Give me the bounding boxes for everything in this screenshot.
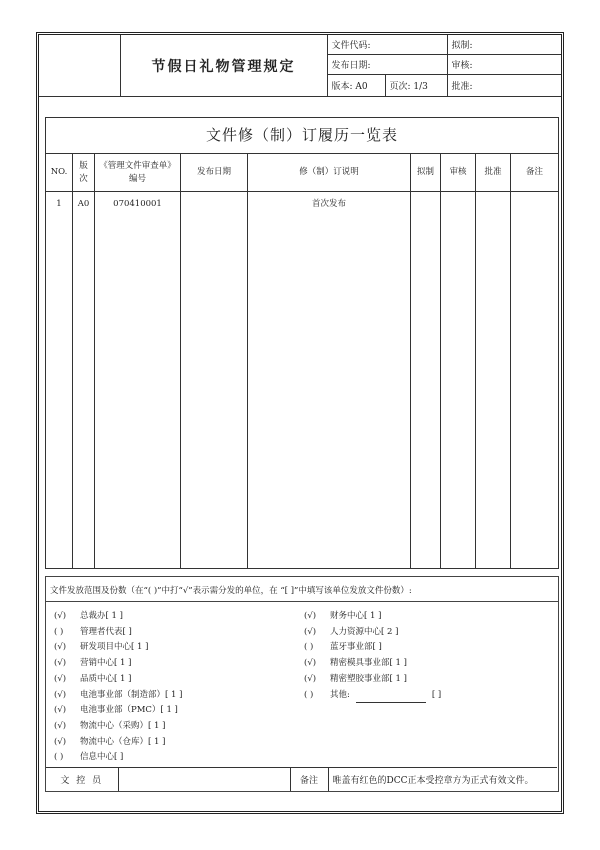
revision-table (45, 117, 559, 569)
distribution-item (54, 703, 182, 719)
distribution-item (304, 640, 441, 656)
distribution-item (54, 672, 182, 688)
distribution-right-list (304, 609, 441, 703)
col-review: 审核 (441, 154, 476, 192)
distribution-item (54, 656, 182, 672)
cell-description: 首次发布 (248, 192, 411, 569)
check-mark: (√) (54, 720, 67, 731)
unit-label: 精密模具事业部[ 1 ] (330, 658, 407, 669)
cell-draft (411, 192, 441, 569)
draft-field: 拟制: (447, 35, 561, 54)
col-no: NO. (46, 154, 73, 192)
unit-label: 其他: (330, 689, 350, 700)
unit-label: 电池事业部（PMC）[ 1 ] (80, 705, 178, 716)
col-version: 版次 (73, 154, 95, 192)
table-header (46, 154, 559, 192)
col-draft: 拟制 (411, 154, 441, 192)
distribution-item (54, 719, 182, 735)
unit-label: 蓝牙事业部[ ] (330, 642, 382, 653)
col-review-no: 《管理文件审查单》编号 (95, 154, 181, 192)
approve-field: 批准: (447, 74, 561, 97)
revision-title: 文件修（制）订履历一览表 (46, 118, 559, 154)
cell-remark (511, 192, 559, 569)
count-bracket: [ ] (431, 689, 442, 700)
cell-review-no: 070410001 (95, 192, 181, 569)
dcc-label: 文 控 员 (46, 768, 118, 792)
distribution-item (304, 625, 441, 641)
col-remark: 备注 (511, 154, 559, 192)
unit-label: 财务中心[ 1 ] (330, 611, 382, 621)
cell-approve (476, 192, 511, 569)
unit-label: 人力资源中心[ 2 ] (330, 626, 399, 637)
col-description: 修（制）订说明 (248, 154, 411, 192)
unit-label: 品质中心[ 1 ] (80, 673, 132, 684)
distribution-item (54, 735, 182, 751)
remark-text: 唯盖有红色的DCC正本受控章方为正式有效文件。 (328, 768, 557, 792)
distribution-item (304, 656, 441, 672)
unit-label: 管理者代表[ ] (80, 626, 132, 637)
check-mark: (√) (304, 611, 317, 621)
document-frame (36, 32, 564, 814)
other-blank (356, 694, 426, 703)
check-mark: (√) (304, 658, 317, 669)
distribution-header: 文件发放范围及份数（在“( )”中打“√”表示需分发的单位，在 “[ ]”中填写该单位发放文件份数）: (46, 577, 558, 602)
check-mark: ( ) (304, 689, 314, 700)
distribution-item (304, 672, 441, 688)
cell-no: 1 (46, 192, 73, 569)
check-mark: (√) (54, 611, 67, 621)
check-mark: (√) (54, 642, 67, 653)
unit-label: 信息中心[ ] (80, 752, 124, 763)
doc-code: 文件代码: (327, 35, 447, 54)
logo-cell (39, 35, 120, 97)
check-mark: (√) (304, 626, 317, 637)
unit-label: 物流中心（仓库）[ 1 ] (80, 736, 166, 747)
distribution-item (54, 688, 182, 704)
unit-label: 研发项目中心[ 1 ] (80, 642, 149, 653)
review-field: 审核: (447, 54, 561, 74)
cell-date (181, 192, 248, 569)
remark-label: 备注 (290, 768, 328, 792)
unit-label: 总裁办[ 1 ] (80, 611, 123, 621)
document-header (39, 35, 561, 97)
check-mark: (√) (54, 689, 67, 700)
check-mark: (√) (54, 673, 67, 684)
unit-label: 电池事业部（制造部）[ 1 ] (80, 689, 183, 700)
distribution-item (54, 640, 182, 656)
unit-label: 精密塑胶事业部[ 1 ] (330, 673, 407, 684)
dcc-signature (118, 768, 290, 792)
unit-label: 物流中心（采购）[ 1 ] (80, 720, 166, 731)
table-row (46, 192, 559, 569)
distribution-left-list (54, 609, 182, 766)
distribution-item (304, 609, 441, 625)
check-mark: (√) (54, 658, 67, 669)
col-approve: 批准 (476, 154, 511, 192)
unit-label: 营销中心[ 1 ] (80, 658, 132, 669)
distribution-item (54, 609, 182, 625)
version: 版本: A0 (327, 74, 385, 97)
cell-review (441, 192, 476, 569)
distribution-item (54, 750, 182, 766)
col-date: 发布日期 (181, 154, 248, 192)
distribution-item-other (304, 688, 441, 704)
check-mark: ( ) (54, 752, 64, 763)
page-number: 页次: 1/3 (385, 74, 447, 97)
cell-version: A0 (73, 192, 95, 569)
distribution-item (54, 625, 182, 641)
check-mark: ( ) (304, 642, 314, 653)
footer-row (46, 767, 557, 791)
document-title: 节假日礼物管理规定 (120, 35, 327, 97)
check-mark: ( ) (54, 626, 64, 637)
check-mark: (√) (54, 705, 67, 716)
check-mark: (√) (54, 736, 67, 747)
check-mark: (√) (304, 673, 317, 684)
release-date: 发布日期: (327, 54, 447, 74)
distribution-section (45, 576, 559, 792)
